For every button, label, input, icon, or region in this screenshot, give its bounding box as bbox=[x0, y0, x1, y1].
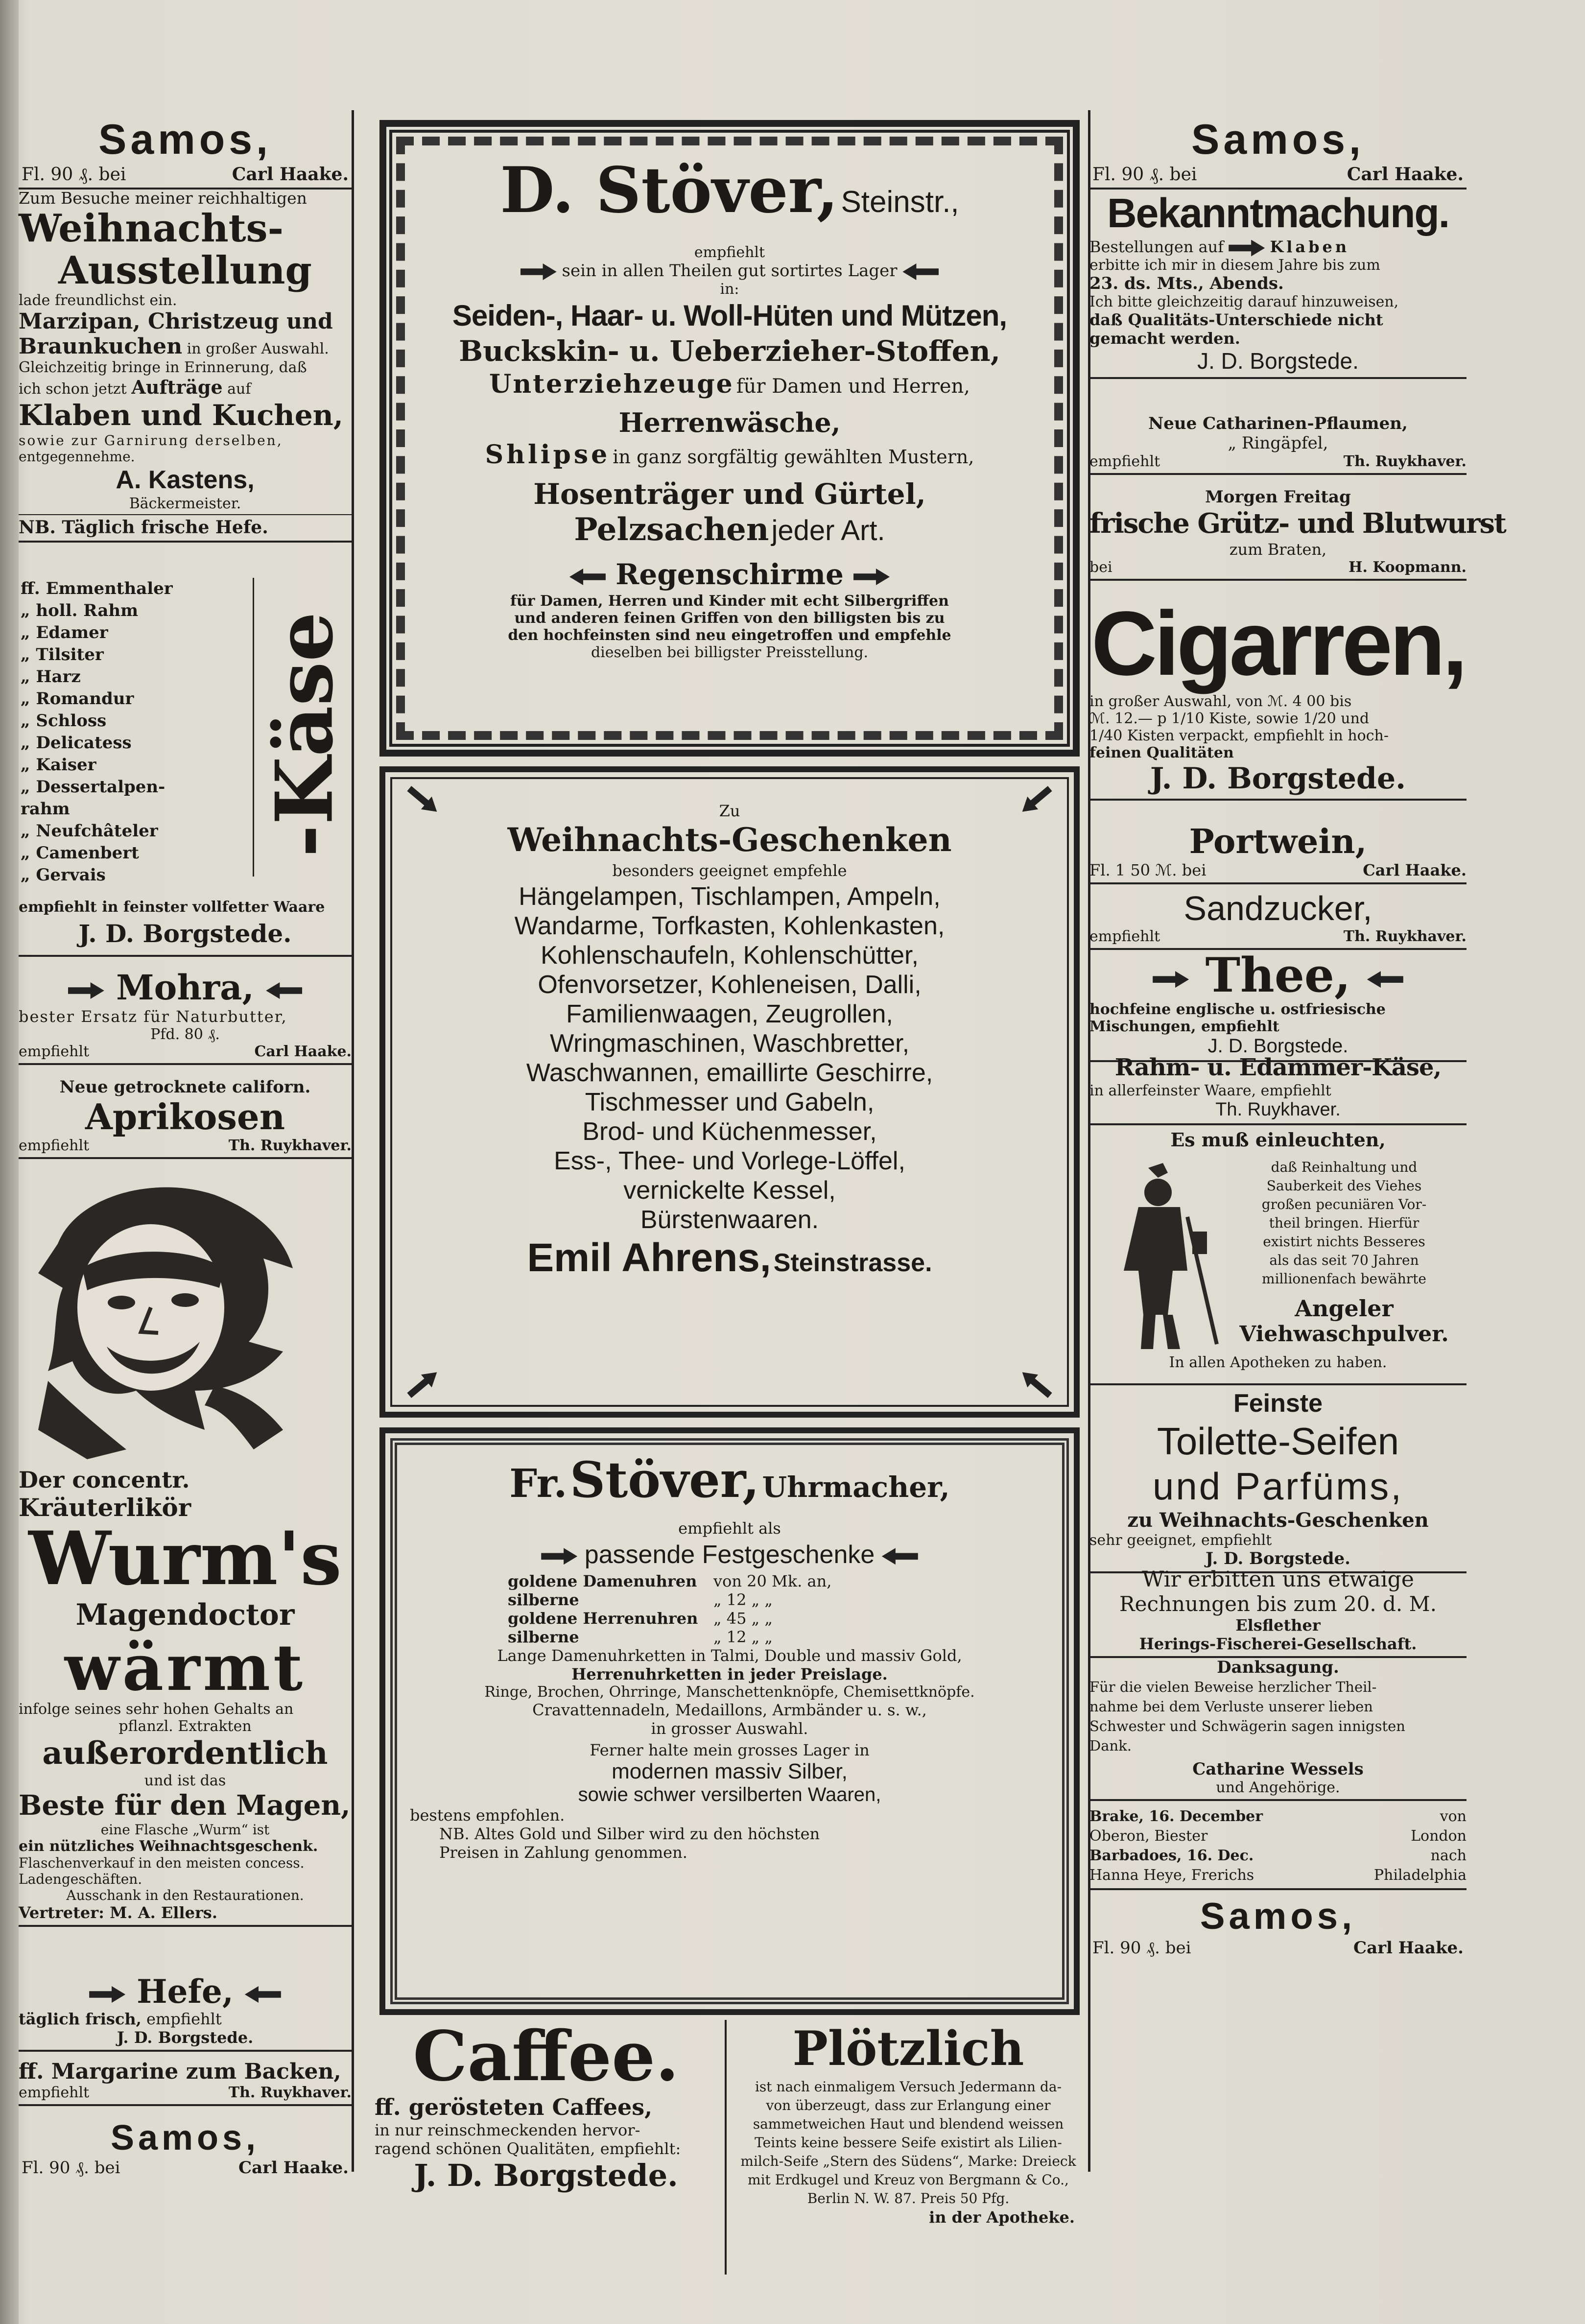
ship-row bbox=[1089, 1807, 1467, 1826]
ad-samos-top bbox=[19, 115, 352, 192]
line: Elsflether bbox=[1235, 1616, 1321, 1635]
line: Ich bitte gleichzeitig darauf hinzuweisen, bbox=[1089, 293, 1399, 310]
signature: J. D. Borgstede. bbox=[414, 2158, 678, 2193]
line: Viehwaschpulver. bbox=[1239, 1322, 1449, 1347]
line: täglich frisch, bbox=[19, 2010, 142, 2028]
price: Fl. 90 ₰. bei bbox=[1092, 165, 1197, 185]
line: Mischungen, empfiehlt bbox=[1089, 1018, 1279, 1035]
line: Unterziehzeuge bbox=[489, 369, 734, 399]
ad-title: Sandzucker, bbox=[1183, 889, 1372, 927]
product-line: Tischmesser und Gabeln, bbox=[585, 1088, 875, 1116]
ship-name: Brake, 16. December bbox=[1089, 1808, 1263, 1825]
line: Vertreter: M. A. Ellers. bbox=[19, 1903, 217, 1922]
seller: Th. Ruykhaver. bbox=[1343, 928, 1467, 945]
line: passende Festgeschenke bbox=[584, 1541, 875, 1569]
ad-rahm-kaese bbox=[1089, 1053, 1467, 1128]
price-row bbox=[508, 1590, 1049, 1609]
ad-title: Cigarren, bbox=[1091, 593, 1465, 694]
body-line: Berlin N. W. 87. Preis 50 Pfg. bbox=[807, 2190, 1010, 2206]
line: Der concentr. bbox=[19, 1467, 190, 1493]
ad-d-stoever-frame bbox=[379, 120, 1080, 757]
line: Aufträge bbox=[131, 376, 223, 398]
ship-name: Oberon, Biester bbox=[1089, 1827, 1208, 1845]
nb: NB. Täglich frische Hefe. bbox=[19, 517, 268, 538]
ad-angeler bbox=[1089, 1129, 1467, 1383]
pointing-hand-icon bbox=[1367, 971, 1403, 988]
ad-hefe bbox=[19, 1973, 352, 2055]
shipping-news bbox=[1089, 1807, 1467, 1893]
signature: Catharine Wessels bbox=[1192, 1759, 1364, 1779]
ad-thee bbox=[1089, 950, 1467, 1065]
watch-price: „ 45 „ „ bbox=[713, 1609, 773, 1628]
ad-title: Danksagung. bbox=[1217, 1658, 1339, 1677]
line: bester Ersatz für Naturbutter, bbox=[19, 1007, 287, 1026]
price-table bbox=[508, 1572, 1049, 1646]
line: und ist das bbox=[144, 1772, 226, 1789]
ship-dest: nach bbox=[1430, 1847, 1467, 1864]
line: Shlipse bbox=[485, 440, 611, 470]
seller: Carl Haake. bbox=[232, 164, 349, 185]
product-line: Wringmaschinen, Waschbretter, bbox=[549, 1029, 910, 1058]
signature: Emil Ahrens, bbox=[527, 1235, 771, 1280]
cheese-item: „ Schloss bbox=[21, 711, 107, 731]
ad-body bbox=[1089, 1677, 1467, 1755]
line: ragend schönen Qualitäten, empfiehlt: bbox=[375, 2139, 681, 2158]
line: 1/40 Kisten verpackt, empfiehlt in hoch- bbox=[1089, 727, 1389, 744]
body-line: als das seit 70 Jahren bbox=[1269, 1252, 1419, 1268]
footer: In allen Apotheken zu haben. bbox=[1169, 1354, 1387, 1371]
line: Braunkuchen bbox=[19, 334, 183, 359]
product-line: Ess-, Thee- und Vorlege-Löffel, bbox=[554, 1147, 905, 1175]
line: Pelzsachen bbox=[574, 511, 769, 548]
watch-type: silberne bbox=[508, 1628, 579, 1646]
foot: empfiehlt in feinster vollfetter Waare bbox=[19, 899, 325, 916]
line: empfiehlt bbox=[1089, 928, 1160, 945]
price-row bbox=[508, 1609, 1049, 1628]
ad-title: Plötzlich bbox=[792, 2021, 1024, 2076]
line: und anderen feinen Griffen von den billigsten bis zu bbox=[514, 610, 945, 627]
body-line: Schwester und Schwägerin sagen innigsten bbox=[1089, 1718, 1405, 1734]
line: sehr geeignet, empfiehlt bbox=[1089, 1532, 1272, 1549]
line: hochfeine englische u. ostfriesische bbox=[1089, 1001, 1386, 1018]
ad-bekanntmachung bbox=[1089, 189, 1467, 382]
ad-title: Samos, bbox=[110, 2118, 260, 2158]
watch-type: goldene Damenuhren bbox=[508, 1572, 697, 1590]
ad-rechnungen bbox=[1089, 1567, 1467, 1661]
pointing-hand-icon bbox=[902, 263, 939, 280]
signature: Th. Ruykhaver. bbox=[1215, 1099, 1341, 1120]
body-line: nahme bei dem Verluste unserer lieben bbox=[1089, 1698, 1373, 1715]
body-line: Für die vielen Beweise herzlicher Theil- bbox=[1089, 1679, 1377, 1695]
line: sowie zur Garnirung derselben, bbox=[19, 432, 283, 449]
ad-margarine bbox=[19, 2059, 352, 2109]
pointing-hand-icon bbox=[853, 569, 890, 585]
line: Beste für den Magen, bbox=[19, 1789, 351, 1822]
ad-title: Es muß einleuchten, bbox=[1170, 1129, 1386, 1151]
line: Zu bbox=[719, 802, 740, 820]
line: ff. gerösteten Caffees, bbox=[375, 2094, 653, 2120]
signature: J. D. Borgstede. bbox=[1150, 761, 1406, 796]
ad-d-stoever bbox=[416, 156, 1043, 661]
product-line: Ofenvorsetzer, Kohleneisen, Dalli, bbox=[538, 971, 922, 999]
body-line: milch-Seife „Stern des Südens“, Marke: Dreieck bbox=[740, 2153, 1076, 2169]
line: 23. ds. Mts., Abends. bbox=[1089, 273, 1284, 293]
ad-ahrens-frame bbox=[379, 766, 1080, 1418]
body-line: ist nach einmaligem Versuch Jedermann da- bbox=[755, 2079, 1062, 2095]
middle-column bbox=[370, 110, 1089, 2227]
line: empfiehlt bbox=[19, 1137, 90, 1154]
line: Seiden-, Haar- u. Woll-Hüten und Mützen, bbox=[452, 299, 1007, 332]
ship-row bbox=[1089, 1846, 1467, 1866]
body-line: Dank. bbox=[1089, 1737, 1132, 1754]
line: für Damen und Herren, bbox=[736, 375, 970, 398]
pointing-hand-icon bbox=[520, 263, 557, 280]
ad-title: Samos, bbox=[1200, 1896, 1356, 1937]
line: ff. Margarine zum Backen, bbox=[19, 2059, 341, 2084]
ad-title: Aprikosen bbox=[85, 1096, 285, 1138]
signature: J. D. Borgstede. bbox=[1206, 1549, 1350, 1568]
product-list bbox=[405, 882, 1054, 1234]
line: empfiehlt bbox=[146, 2010, 222, 2028]
ship-dest: Philadelphia bbox=[1373, 1867, 1467, 1884]
line: Magendoctor bbox=[75, 1598, 295, 1632]
watch-price: von 20 Mk. an, bbox=[713, 1572, 832, 1590]
cheese-item: „ Delicatess bbox=[21, 733, 132, 753]
signature: J. D. Borgstede. bbox=[1207, 1035, 1348, 1057]
wurm-illustration bbox=[28, 1175, 303, 1459]
big-title: Wurm's bbox=[28, 1516, 342, 1602]
cheese-item: „ Dessertalpen- bbox=[21, 777, 166, 797]
ad-samos-bottom bbox=[19, 2118, 352, 2178]
ad-wurm bbox=[19, 1467, 352, 1930]
line: in grosser Auswahl. bbox=[651, 1719, 808, 1738]
product-line: Bürstenwaaren. bbox=[640, 1206, 819, 1234]
line: empfiehlt bbox=[694, 244, 765, 261]
watch-type: silberne bbox=[508, 1590, 579, 1609]
intro: Zum Besuche meiner reichhaltigen bbox=[19, 189, 307, 208]
trade: Uhrmacher, bbox=[762, 1470, 950, 1504]
line: Herings-Fischerei-Gesellschaft. bbox=[1139, 1635, 1417, 1653]
ad-ahrens bbox=[405, 802, 1054, 1292]
line: dieselben bei billigster Preisstellung. bbox=[591, 644, 869, 661]
cheese-list bbox=[21, 578, 251, 886]
body-line: millionenfach bewährte bbox=[1262, 1271, 1426, 1287]
cheese-item: „ Romandur bbox=[21, 689, 134, 709]
line: in: bbox=[720, 281, 739, 298]
ad-kaese-list bbox=[19, 578, 352, 965]
signature: J. D. Borgstede. bbox=[117, 2028, 254, 2047]
ad-title: Toilette-Seifen bbox=[1157, 1420, 1399, 1463]
line: bestens empfohlen. bbox=[410, 1806, 565, 1825]
line: gemacht werden. bbox=[1089, 329, 1240, 348]
cheese-item: „ Kaiser bbox=[21, 755, 96, 775]
seller: Carl Haake. bbox=[254, 1043, 352, 1060]
signature-sub: und Angehörige. bbox=[1216, 1779, 1340, 1796]
line: und Parfüms, bbox=[1153, 1465, 1403, 1508]
cheese-item: „ Harz bbox=[21, 667, 81, 687]
signature-sub: Bäckermeister. bbox=[129, 495, 241, 512]
address: Steinstr., bbox=[841, 185, 959, 219]
ship-name: Hanna Heye, Frerichs bbox=[1089, 1867, 1254, 1884]
body-line: mit Erdkugel und Kreuz von Bergmann & Co., bbox=[748, 2172, 1069, 2188]
ad-mohra bbox=[19, 968, 352, 1068]
watch-price: „ 12 „ „ bbox=[713, 1590, 773, 1609]
line: daß Qualitäts-Unterschiede nicht bbox=[1089, 310, 1383, 329]
line: Morgen Freitag bbox=[1205, 487, 1351, 507]
ad-title: Samos, bbox=[1191, 116, 1365, 163]
line: Ferner halte mein grosses Lager in bbox=[590, 1741, 870, 1759]
ad-sandzucker bbox=[1089, 889, 1467, 953]
ad-title: Samos, bbox=[98, 116, 272, 163]
ad-uhrmacher-frame bbox=[379, 1427, 1080, 2015]
line: Rechnungen bis zum 20. d. M. bbox=[1119, 1592, 1437, 1616]
line: bei bbox=[1089, 559, 1112, 576]
ad-danksagung bbox=[1089, 1658, 1467, 1804]
cheese-item: „ Tilsiter bbox=[21, 645, 104, 664]
pointing-hand-icon bbox=[89, 1986, 125, 2003]
line: jeder Art. bbox=[771, 515, 885, 546]
line: empfiehlt bbox=[19, 2084, 90, 2101]
ad-aprikosen bbox=[19, 1077, 352, 1162]
body-line: existirt nichts Besseres bbox=[1263, 1233, 1425, 1250]
line: wärmt bbox=[64, 1630, 306, 1705]
ship-row bbox=[1089, 1866, 1467, 1885]
line: pflanzl. Extrakten bbox=[118, 1718, 252, 1735]
line: Ladengeschäften. bbox=[19, 1871, 142, 1887]
seller: Carl Haake. bbox=[1353, 1938, 1464, 1958]
line: Ringe, Brochen, Ohrringe, Manschettenknöpfe, Chemisettknöpfe. bbox=[484, 1684, 975, 1701]
ad-body bbox=[732, 2078, 1085, 2208]
ad-portwein bbox=[1089, 823, 1467, 887]
product-line: Wandarme, Torfkasten, Kohlenkasten, bbox=[514, 912, 945, 940]
line: Neue Catharinen-Pflaumen, bbox=[1148, 414, 1408, 433]
product-line: Hängelampen, Tischlampen, Ampeln, bbox=[519, 882, 941, 911]
line: Angeler bbox=[1295, 1295, 1394, 1322]
cheese-item: „ Camenbert bbox=[21, 843, 139, 863]
ad-samos-bottom-right bbox=[1089, 1895, 1467, 1958]
cheese-item: „ holl. Rahm bbox=[21, 601, 139, 620]
price-row bbox=[508, 1572, 1049, 1590]
ad-title: Hefe, bbox=[137, 1972, 234, 2011]
body-line: großen pecuniären Vor- bbox=[1261, 1196, 1427, 1212]
line: Preisen in Zahlung genommen. bbox=[439, 1843, 687, 1862]
cheese-item: „ Edamer bbox=[21, 623, 108, 642]
watch-price: „ 12 „ „ bbox=[713, 1628, 773, 1646]
line: erbitte ich mir in diesem Jahre bis zum bbox=[1089, 256, 1380, 274]
ad-cigarren bbox=[1089, 595, 1467, 804]
line: Herrenuhrketten in jeder Preislage. bbox=[571, 1665, 888, 1684]
line: Klaben und Kuchen, bbox=[19, 399, 343, 432]
seller: H. Koopmann. bbox=[1348, 559, 1467, 576]
cheese-item: ff. Emmenthaler bbox=[21, 579, 173, 598]
headline-1: Weihnachts- bbox=[19, 206, 284, 251]
line: lade freundlichst ein. bbox=[19, 292, 177, 309]
product-line: Waschwannen, emaillirte Geschirre, bbox=[526, 1059, 933, 1087]
ad-pflaumen bbox=[1089, 414, 1467, 478]
price-row bbox=[508, 1628, 1049, 1646]
seller: Th. Ruykhaver. bbox=[228, 2084, 352, 2101]
line: besonders geeignet empfehle bbox=[612, 861, 847, 880]
ad-title: D. Stöver, bbox=[500, 154, 839, 227]
product-line: Brod- und Küchenmesser, bbox=[582, 1117, 877, 1146]
kaese-side-label: -Käse bbox=[258, 612, 351, 857]
ad-uhrmacher bbox=[410, 1451, 1049, 1862]
line: Flaschenverkauf in den meisten concess. bbox=[19, 1855, 305, 1871]
seller: Th. Ruykhaver. bbox=[1343, 453, 1467, 470]
ad-ploetzlich bbox=[732, 2020, 1085, 2227]
line: in ganz sorgfältig gewählten Mustern, bbox=[613, 446, 974, 468]
ad-toilette-seifen bbox=[1089, 1388, 1467, 1576]
signature: J. D. Borgstede. bbox=[1197, 348, 1359, 374]
signature: J. D. Borgstede. bbox=[78, 919, 292, 948]
product-line: Kohlenschaufeln, Kohlenschütter, bbox=[541, 941, 919, 970]
line: ich schon jetzt bbox=[19, 380, 127, 398]
ship-name: Barbadoes, 16. Dec. bbox=[1089, 1847, 1254, 1864]
product-line: Familienwaagen, Zeugrollen, bbox=[566, 1000, 893, 1028]
body-line: sammetweichen Haut und blendend weissen bbox=[753, 2116, 1064, 2132]
watch-type: goldene Herrenuhren bbox=[508, 1609, 698, 1628]
line: Fl. 1 50 ℳ. bei bbox=[1089, 861, 1206, 879]
ad-title: Rahm- u. Edammer-Käse, bbox=[1114, 1054, 1442, 1081]
ad-blutwurst bbox=[1089, 487, 1506, 584]
line: Hosenträger und Gürtel, bbox=[533, 477, 926, 511]
line: in großer Auswahl. bbox=[187, 340, 329, 357]
cheese-item: „ Gervais bbox=[21, 865, 106, 885]
headline-2: Ausstellung bbox=[58, 248, 312, 293]
line: außerordentlich bbox=[42, 1735, 328, 1772]
line: infolge seines sehr hohen Gehalts an bbox=[19, 1701, 294, 1718]
ad-caffee bbox=[375, 2016, 717, 2193]
ship-dest: London bbox=[1411, 1827, 1467, 1845]
line: Herrenwäsche, bbox=[618, 407, 841, 438]
price: Fl. 90 ₰. bei bbox=[22, 165, 126, 185]
line: ein nützliches Weihnachtsgeschenk. bbox=[19, 1838, 318, 1855]
line: Feinste bbox=[1233, 1389, 1323, 1418]
signature: Steinstrasse. bbox=[773, 1249, 932, 1277]
line: Regenschirme bbox=[615, 558, 844, 591]
line: den hochfeinsten sind neu eingetroffen und empfehle bbox=[508, 627, 951, 644]
line: Cravattennadeln, Medaillons, Armbänder u. s. w., bbox=[532, 1701, 927, 1719]
line: in allerfeinster Waare, empfiehlt bbox=[1089, 1082, 1331, 1099]
pointing-hand-icon bbox=[68, 982, 104, 999]
left-column bbox=[19, 110, 352, 2178]
body-line: theil bringen. Hierfür bbox=[1269, 1215, 1419, 1231]
ship-list bbox=[1089, 1807, 1467, 1885]
line: Pfd. 80 ₰. bbox=[150, 1026, 220, 1043]
ad-title: Weihnachts-Geschenken bbox=[507, 821, 952, 859]
product-line: vernickelte Kessel, bbox=[623, 1176, 836, 1205]
seller: Carl Haake. bbox=[1347, 164, 1464, 185]
pointing-hand-icon bbox=[266, 982, 302, 999]
ad-title: Stöver, bbox=[569, 1451, 759, 1509]
line: auf bbox=[227, 380, 251, 398]
line: feinen Qualitäten bbox=[1089, 744, 1234, 761]
signature: A. Kastens, bbox=[116, 466, 255, 494]
ad-weihnachts-ausstellung bbox=[19, 189, 352, 545]
line: Klaben bbox=[1270, 237, 1350, 256]
column-rule-left bbox=[352, 110, 354, 2172]
right-column bbox=[1089, 110, 1506, 2172]
pointing-hand-icon bbox=[1229, 240, 1265, 257]
ship-row bbox=[1089, 1826, 1467, 1846]
line: Buckskin- u. Ueberzieher-Stoffen, bbox=[459, 334, 1000, 368]
herdsman-illustration bbox=[1094, 1158, 1222, 1354]
line: Wir erbitten uns etwaige bbox=[1142, 1567, 1414, 1592]
ad-body bbox=[1222, 1158, 1467, 1288]
body-line: daß Reinhaltung und bbox=[1271, 1159, 1418, 1175]
seller: Carl Haake. bbox=[238, 2158, 349, 2178]
ad-title: Thee, bbox=[1205, 948, 1351, 1003]
line: zu Weihnachts-Geschenken bbox=[1127, 1509, 1429, 1532]
pointing-hand-icon bbox=[882, 1548, 918, 1565]
line: in großer Auswahl, von ℳ. 4 00 bis bbox=[1089, 693, 1352, 710]
line: in nur reinschmeckenden hervor- bbox=[375, 2121, 640, 2139]
pointing-hand-icon bbox=[569, 569, 606, 585]
footer: in der Apotheke. bbox=[929, 2208, 1075, 2227]
line: NB. Altes Gold und Silber wird zu den höchsten bbox=[439, 1825, 820, 1843]
ad-title: Fr. bbox=[509, 1460, 568, 1506]
price: Fl. 90 ₰. bei bbox=[22, 2158, 120, 2178]
line: Neue getrocknete californ. bbox=[59, 1077, 311, 1097]
ad-title: frische Grütz- und Blutwurst bbox=[1089, 507, 1506, 540]
page-spine bbox=[0, 0, 19, 2324]
line: sowie schwer versilberten Waaren, bbox=[578, 1784, 881, 1805]
line: Marzipan, Christzeug und bbox=[19, 309, 333, 334]
pointing-hand-icon bbox=[541, 1548, 577, 1565]
line: „ Ringäpfel, bbox=[1228, 433, 1328, 453]
seller: Carl Haake. bbox=[1363, 861, 1467, 879]
pointing-hand-icon bbox=[1153, 971, 1189, 988]
ship-dest: von bbox=[1440, 1808, 1467, 1825]
line: für Damen, Herren und Kinder mit echt Silbergriffen bbox=[510, 593, 949, 610]
line: empfiehlt als bbox=[678, 1519, 781, 1538]
ad-title: Bekanntmachung. bbox=[1107, 190, 1449, 236]
body-line: von überzeugt, dass zur Erlangung einer bbox=[766, 2097, 1051, 2113]
ad-samos-top-right bbox=[1089, 115, 1467, 192]
pointing-hand-icon bbox=[245, 1986, 281, 2003]
line: empfiehlt bbox=[1089, 453, 1160, 470]
line: zum Braten, bbox=[1229, 540, 1327, 559]
cheese-item: „ Neufchâteler bbox=[21, 821, 158, 841]
line: sein in allen Theilen gut sortirtes Lager bbox=[562, 261, 898, 281]
price: Fl. 90 ₰. bei bbox=[1092, 1938, 1191, 1958]
line: ℳ. 12.— p 1/10 Kiste, sowie 1/20 und bbox=[1089, 710, 1370, 727]
cheese-item: rahm bbox=[21, 799, 70, 819]
line: modernen massiv Silber, bbox=[612, 1759, 848, 1783]
line: Kräuterlikör bbox=[19, 1493, 191, 1522]
line: entgegennehme. bbox=[19, 449, 135, 465]
line: Gleichzeitig bringe in Erinnerung, daß bbox=[19, 359, 307, 376]
line: eine Flasche „Wurm“ ist bbox=[100, 1822, 270, 1838]
body-line: Teints keine bessere Seife existirt als Lilien- bbox=[755, 2134, 1062, 2151]
seller: Th. Ruykhaver. bbox=[228, 1137, 352, 1154]
body-line: Sauberkeit des Viehes bbox=[1266, 1178, 1422, 1194]
line: Lange Damenuhrketten in Talmi, Double und massiv Gold, bbox=[497, 1646, 962, 1665]
line: empfiehlt bbox=[19, 1043, 90, 1060]
line: Bestellungen auf bbox=[1089, 237, 1224, 256]
ad-title: Mohra, bbox=[116, 967, 254, 1008]
line: Ausschank in den Restaurationen. bbox=[66, 1887, 304, 1903]
ad-title: Caffee. bbox=[413, 2016, 679, 2097]
ad-title: Portwein, bbox=[1189, 822, 1367, 861]
